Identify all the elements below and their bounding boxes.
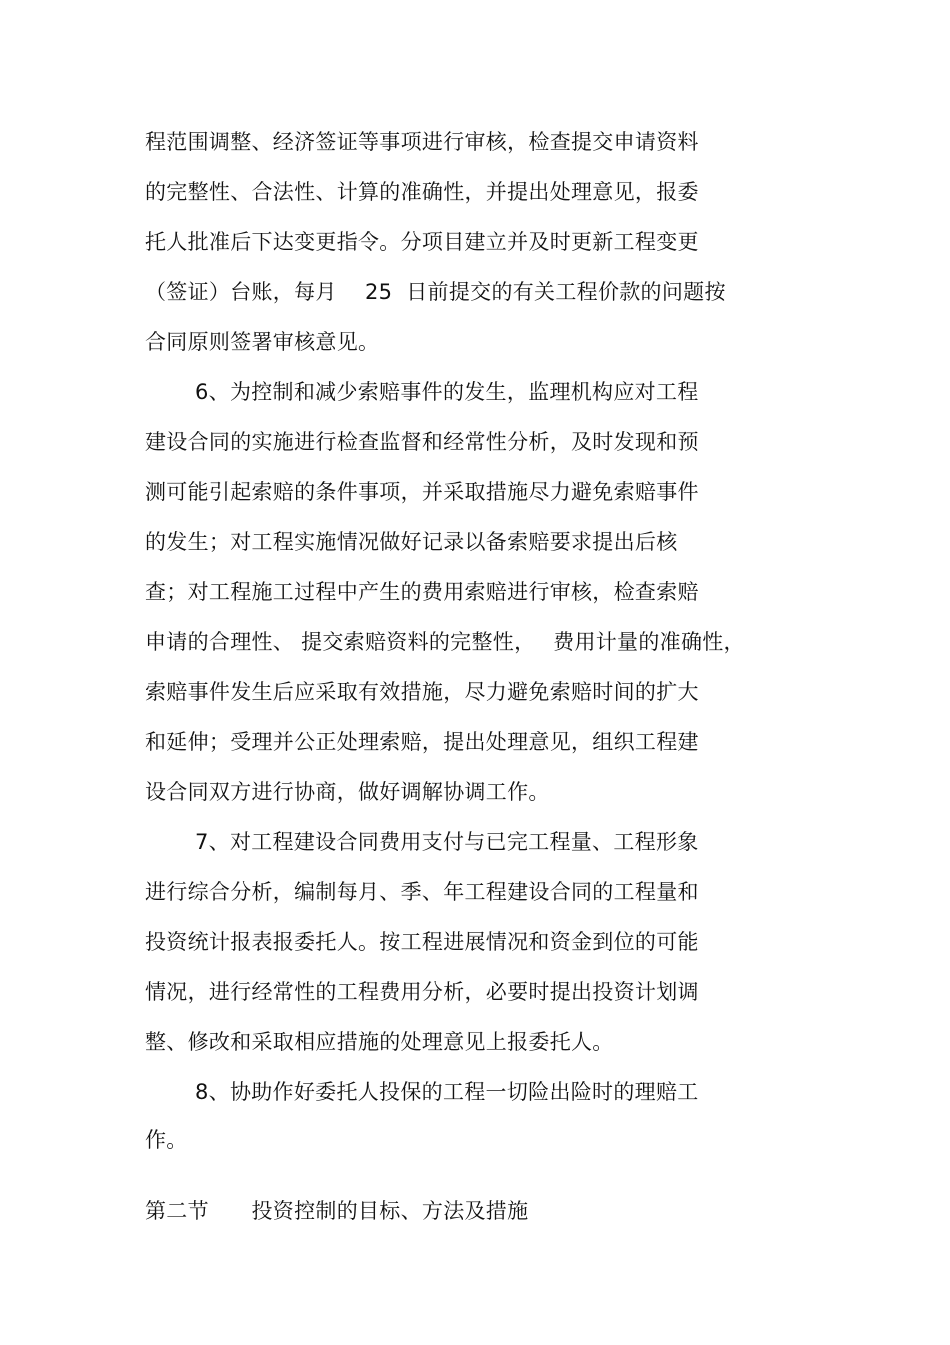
paragraph-8-start: 8、协助作好委托人投保的工程一切险出险时的理赔工 <box>195 1080 699 1104</box>
text-line: 和延伸；受理并公正处理索赔，提出处理意见，组织工程建 <box>145 730 699 754</box>
text-line: 进行综合分析，编制每月、季、年工程建设合同的工程量和 <box>145 880 699 904</box>
text-line: 情况，进行经常性的工程费用分析，必要时提出投资计划调 <box>145 980 699 1004</box>
text-line: 查；对工程施工过程中产生的费用索赔进行审核，检查索赔 <box>145 580 699 604</box>
text-line: 作。 <box>145 1128 188 1152</box>
text-line: 的完整性、合法性、计算的准确性，并提出处理意见，报委 <box>145 180 699 204</box>
text-line: 申请的合理性、 提交索赔资料的完整性， 费用计量的准确性， <box>145 630 745 654</box>
text-line: 测可能引起索赔的条件事项，并采取措施尽力避免索赔事件 <box>145 480 699 504</box>
text-line: 设合同双方进行协商，做好调解协调工作。 <box>145 780 550 804</box>
text-line: （签证）台账，每月 25 日前提交的有关工程价款的问题按 <box>145 280 726 304</box>
text-line: 整、修改和采取相应措施的处理意见上报委托人。 <box>145 1030 614 1054</box>
paragraph-7-start: 7、对工程建设合同费用支付与已完工程量、工程形象 <box>195 830 699 854</box>
text-line: 建设合同的实施进行检查监督和经常性分析，及时发现和预 <box>145 430 699 454</box>
text-line: 托人批准后下达变更指令。分项目建立并及时更新工程变更 <box>145 230 699 254</box>
text-line: 的发生；对工程实施情况做好记录以备索赔要求提出后核 <box>145 530 678 554</box>
text-line: 程范围调整、经济签证等事项进行审核，检查提交申请资料 <box>145 130 699 154</box>
text-line: 合同原则签署审核意见。 <box>145 330 380 354</box>
text-line: 索赔事件发生后应采取有效措施，尽力避免索赔时间的扩大 <box>145 680 699 704</box>
section-heading: 第二节 投资控制的目标、方法及措施 <box>145 1199 529 1223</box>
text-line: 投资统计报表报委托人。按工程进展情况和资金到位的可能 <box>145 930 699 954</box>
paragraph-6-start: 6、为控制和减少索赔事件的发生，监理机构应对工程 <box>195 380 699 404</box>
